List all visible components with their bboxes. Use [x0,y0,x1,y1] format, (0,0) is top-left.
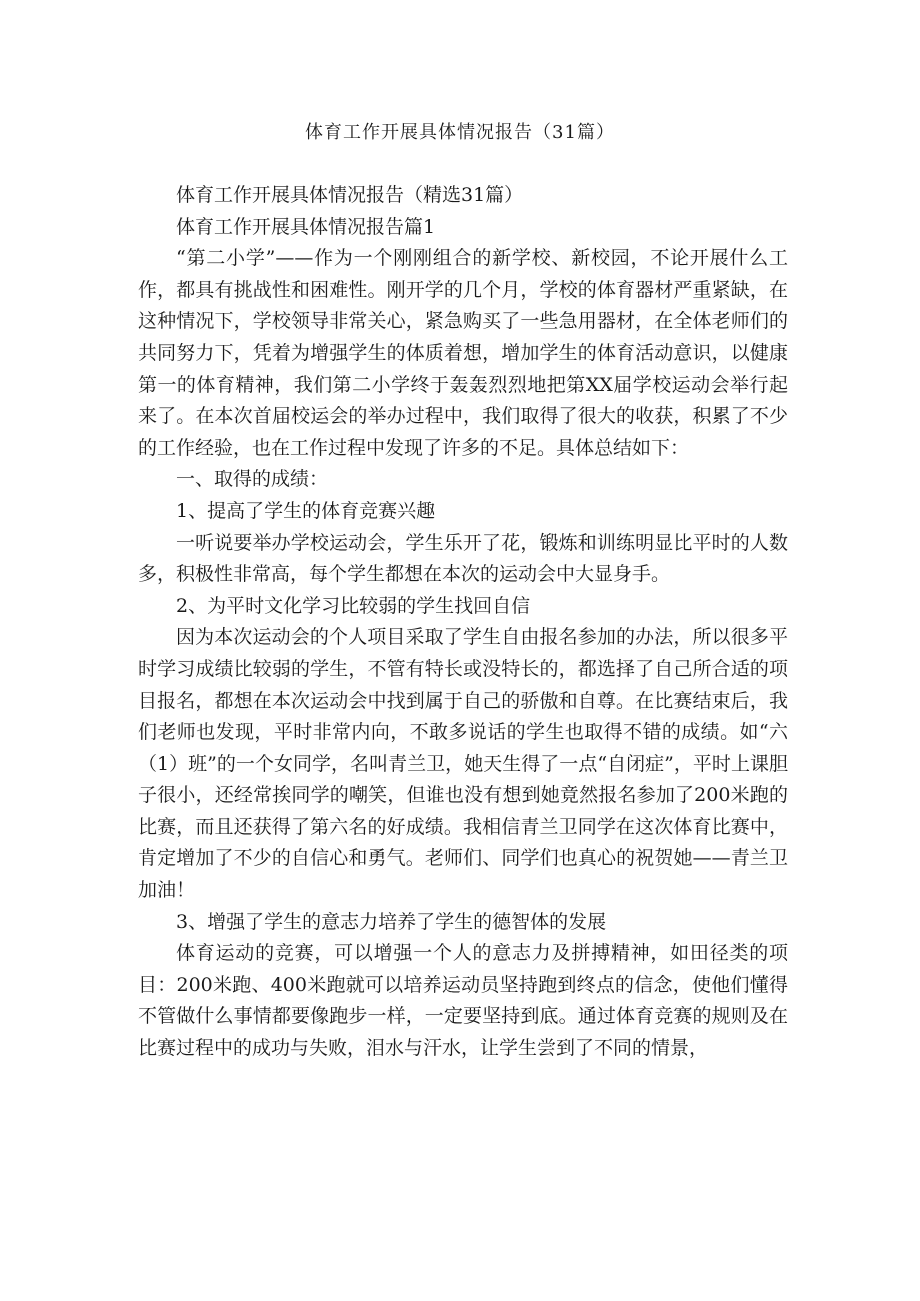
paragraph: 因为本次运动会的个人项目采取了学生自由报名参加的办法，所以很多平时学习成绩比较弱的学生，不管有特长或没特长的，都选择了自己所合适的项目报名，都想在本次运动会中找到属于自己的骄傲和自尊。在比赛结束后，我们老师也发现，平时非常内向，不敢多说话的学生也取得不错的成绩。如“六（1）班”的一个女同学，名叫青兰卫，她天生得了一点“自闭症”，平时上课胆子很小，还经常挨同学的嘲笑，但谁也没有想到她竟然报名参加了200米跑的比赛，而且还获得了第六名的好成绩。我相信青兰卫同学在这次体育比赛中，肯定增加了不少的自信心和勇气。老师们、同学们也真心的祝贺她——青兰卫加油！ [138,626,788,902]
subsection-heading: 3、增强了学生的意志力培养了学生的德智体的发展 [176,910,607,933]
chapter-title: 体育工作开展具体情况报告篇1 [176,215,436,238]
paragraph: 一听说要举办学校运动会，学生乐开了花，锻炼和训练明显比平时的人数多，积极性非常高，每个学生都想在本次的运动会中大显身手。 [138,531,788,586]
section-heading: 一、取得的成绩： [176,468,329,491]
subsection-heading: 2、为平时文化学习比较弱的学生找回自信 [176,594,531,617]
subsection-heading: 1、提高了学生的体育竞赛兴趣 [176,499,436,522]
document-body [138,180,788,1065]
paragraph: 体育运动的竞赛，可以增强一个人的意志力及拼搏精神，如田径类的项目：200米跑、400米跑就可以培养运动员坚持跑到终点的信念，使他们懂得不管做什么事情都要像跑步一样，一定要坚持到底。通过体育竞赛的规则及在比赛过程中的成功与失败，泪水与汗水，让学生尝到了不同的情景， [138,942,788,1060]
document-subtitle: 体育工作开展具体情况报告（精选31篇） [176,184,524,206]
document-title: 体育工作开展具体情况报告（31篇） [305,122,615,143]
paragraph-intro: “第二小学”——作为一个刚刚组合的新学校、新校园，不论开展什么工作，都具有挑战性和困难性。刚开学的几个月，学校的体育器材严重紧缺，在这种情况下，学校领导非常关心，紧急购买了一些急用器材，在全体老师们的共同努力下，凭着为增强学生的体质着想，增加学生的体育活动意识，以健康第一的体育精神，我们第二小学终于轰轰烈烈地把第XX届学校运动会举行起来了。在本次首届校运会的举办过程中，我们取得了很大的收获，积累了不少的工作经验，也在工作过程中发现了许多的不足。具体总结如下： [138,247,788,459]
